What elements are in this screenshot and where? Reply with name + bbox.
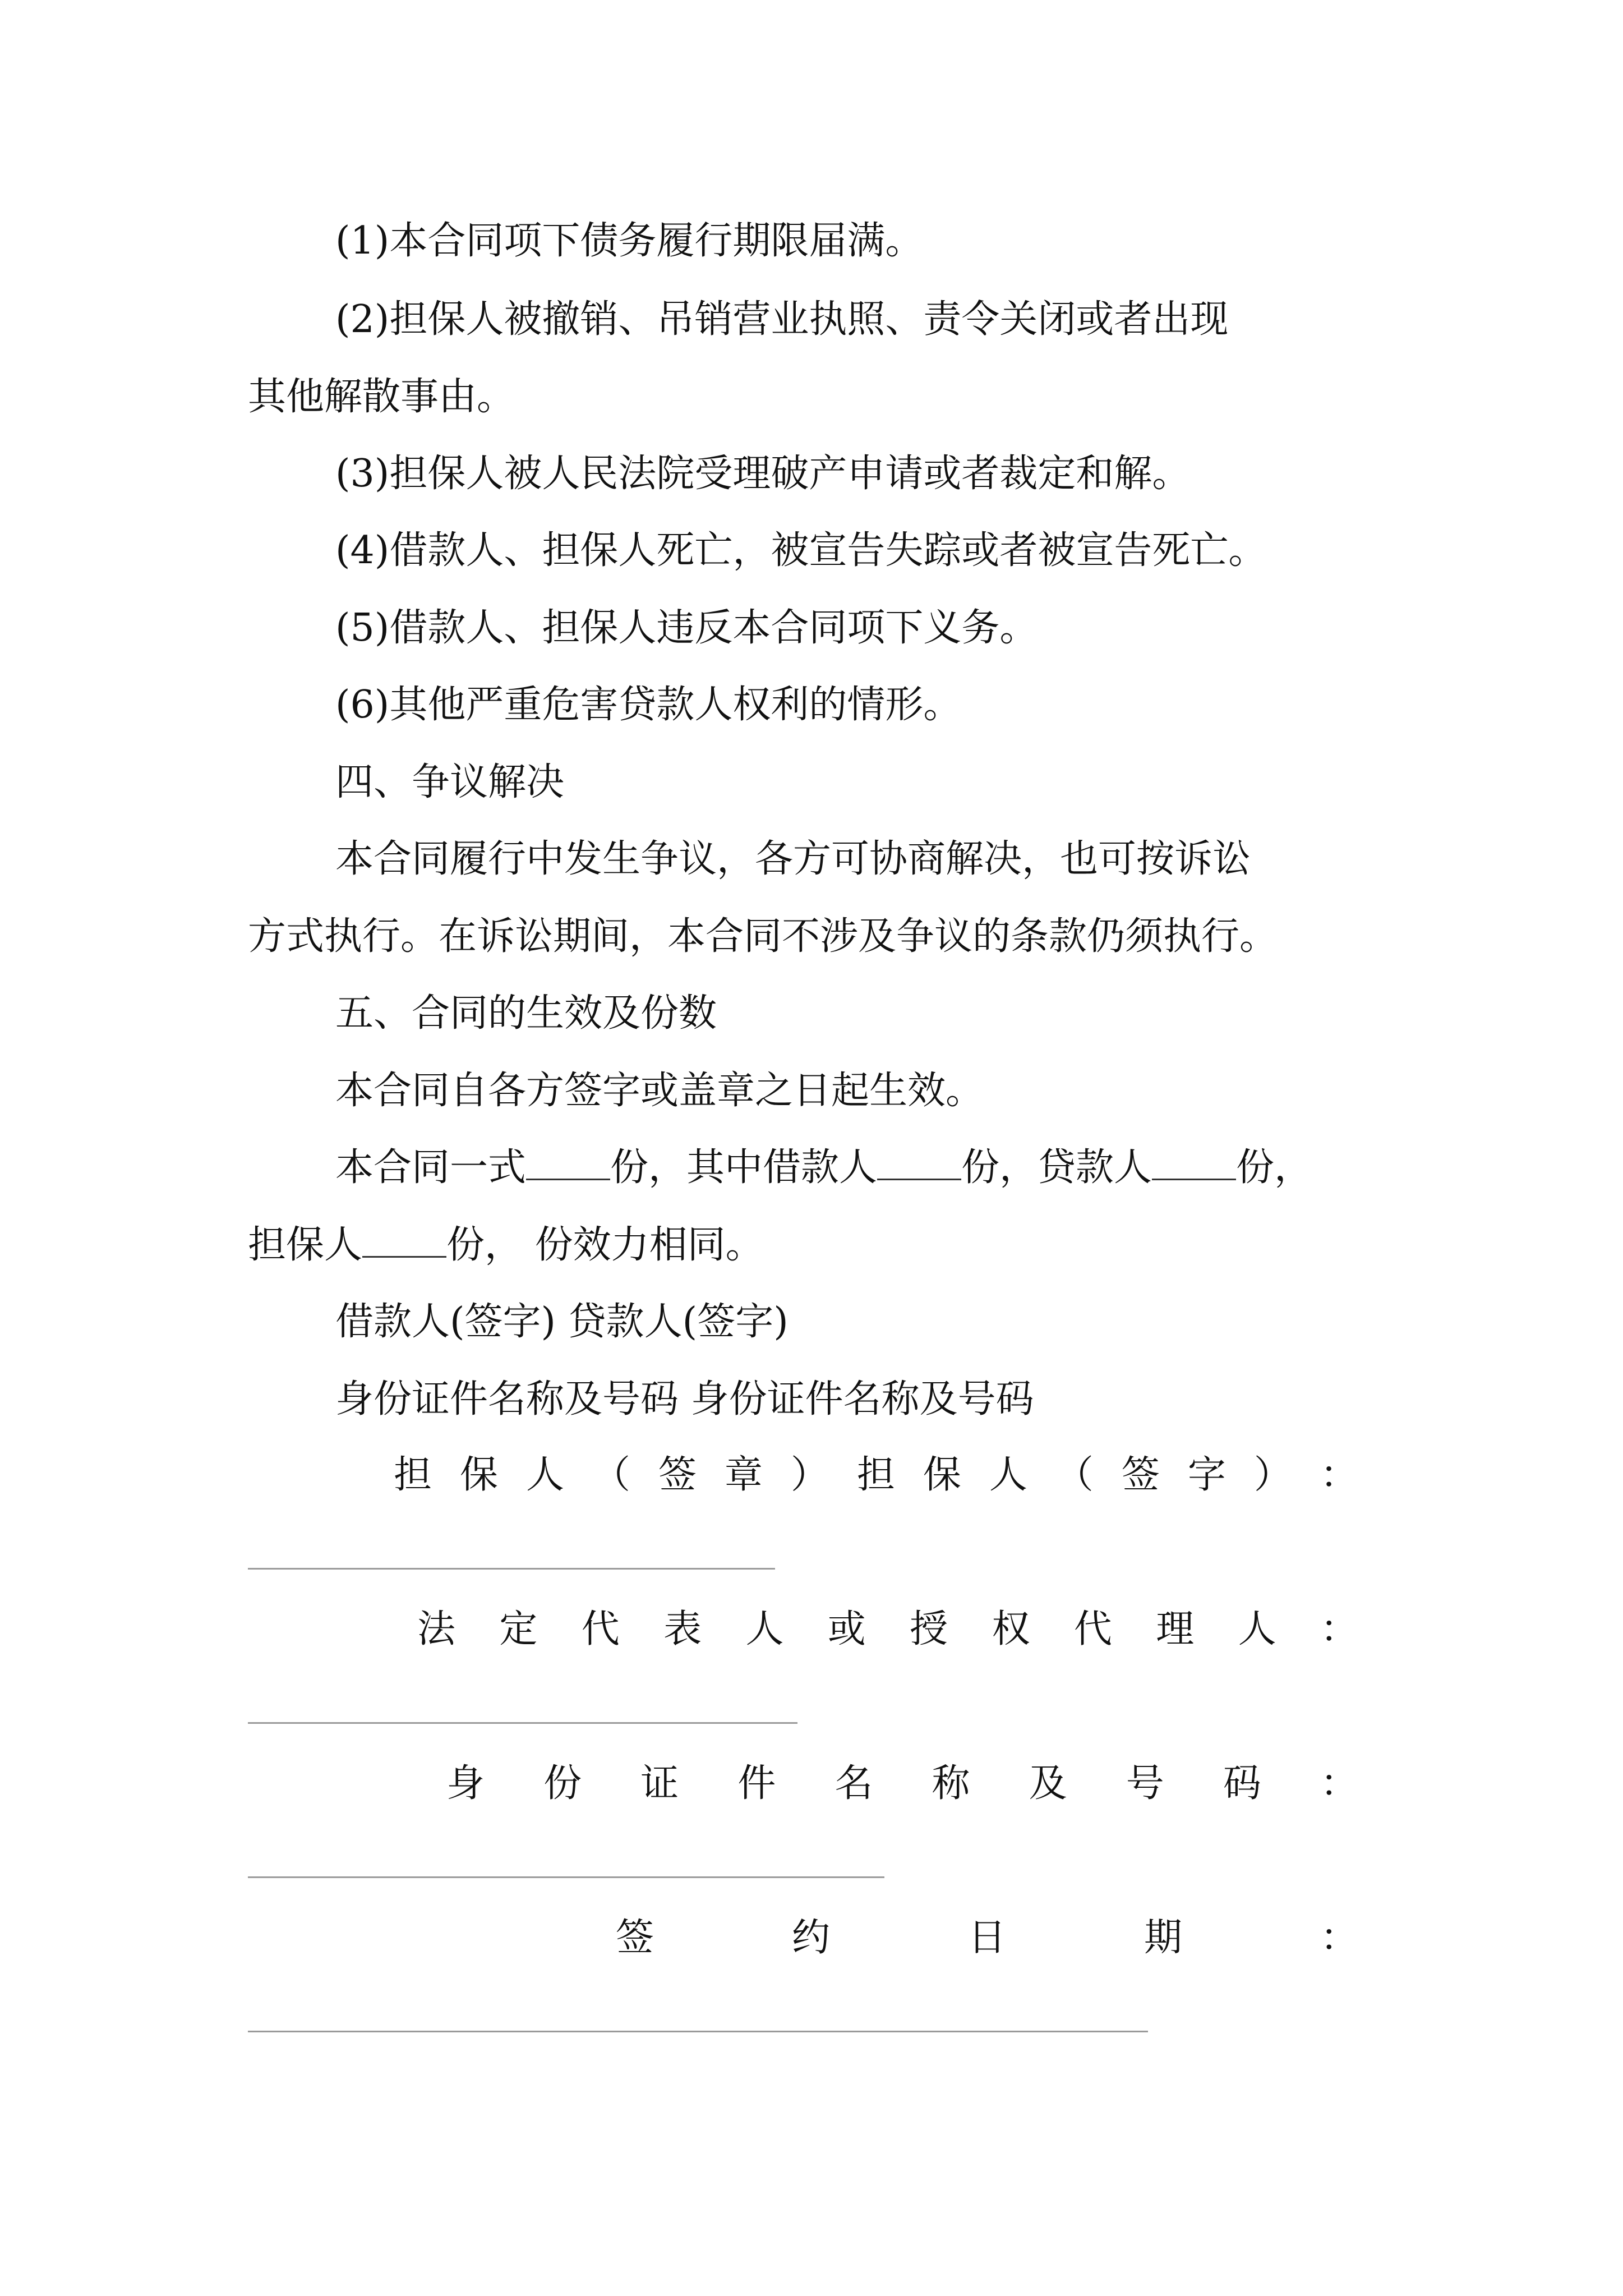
signing-date-label bbox=[616, 1913, 1358, 1963]
copies-text-1: 本合同一式 bbox=[335, 1145, 527, 1190]
label-char: 代 bbox=[1073, 1607, 1112, 1651]
label-char: 章 bbox=[724, 1453, 763, 1497]
label-char: 期 bbox=[1144, 1916, 1182, 1960]
label-char: 人 bbox=[1238, 1607, 1276, 1651]
signing-date-line[interactable] bbox=[248, 2031, 1148, 2032]
label-char: 保 bbox=[459, 1453, 498, 1497]
label-char: 担 bbox=[856, 1453, 895, 1497]
label-char: 表 bbox=[663, 1607, 702, 1651]
id-labels-line: 身份证件名称及号码 身份证件名称及号码 bbox=[335, 1377, 1034, 1421]
clause-item-3: (3)担保人被人民法院受理破产申请或者裁定和解。 bbox=[335, 452, 1191, 496]
label-char: ） bbox=[790, 1453, 829, 1497]
label-char: 或 bbox=[827, 1607, 866, 1651]
label-char: 保 bbox=[923, 1453, 961, 1497]
label-char: 签 bbox=[1121, 1453, 1160, 1497]
guarantor-signature-label bbox=[394, 1450, 1358, 1501]
section-4-text-line-2: 方式执行。在诉讼期间，本合同不涉及争议的条款仍须执行。 bbox=[248, 914, 1278, 959]
label-char: 担 bbox=[394, 1453, 432, 1497]
copies-line-1 bbox=[335, 1143, 1312, 1193]
clause-item-5: (5)借款人、担保人违反本合同项下义务。 bbox=[335, 606, 1038, 650]
label-char: 代 bbox=[581, 1607, 620, 1651]
section-4-heading: 四、争议解决 bbox=[335, 760, 565, 804]
label-char: （ bbox=[592, 1453, 630, 1497]
label-char: 签 bbox=[616, 1916, 654, 1960]
lender-copies-blank[interactable] bbox=[1152, 1146, 1236, 1180]
copies-text-3: 份，贷款人 bbox=[961, 1145, 1152, 1190]
label-char: ） bbox=[1253, 1453, 1292, 1497]
label-char: 人 bbox=[525, 1453, 564, 1497]
label-char: ： bbox=[1320, 1916, 1358, 1960]
label-char: 约 bbox=[791, 1916, 830, 1960]
label-char: 名 bbox=[834, 1761, 873, 1806]
clause-item-2-line-1: (2)担保人被撤销、吊销营业执照、责令关闭或者出现 bbox=[335, 297, 1229, 342]
borrower-copies-blank[interactable] bbox=[877, 1146, 961, 1180]
label-char: 及 bbox=[1029, 1761, 1067, 1806]
copies-text-2: 份，其中借款人 bbox=[610, 1145, 878, 1190]
legal-rep-signature-line[interactable] bbox=[248, 1722, 797, 1724]
label-char: 人 bbox=[745, 1607, 784, 1651]
section-4-text-line-1: 本合同履行中发生争议，各方可协商解决，也可按诉讼 bbox=[335, 837, 1251, 881]
label-char: 权 bbox=[992, 1607, 1030, 1651]
label-char: 证 bbox=[640, 1761, 679, 1806]
label-char: 人 bbox=[989, 1453, 1027, 1497]
id-number-line[interactable] bbox=[248, 1876, 884, 1878]
label-char: 授 bbox=[910, 1607, 948, 1651]
label-char: 身 bbox=[446, 1761, 485, 1806]
copies-text-6: 份， 份效力相同。 bbox=[446, 1223, 764, 1267]
label-char: 称 bbox=[932, 1761, 970, 1806]
label-char: 号 bbox=[1126, 1761, 1164, 1806]
section-5-effective-text: 本合同自各方签字或盖章之日起生效。 bbox=[335, 1069, 984, 1113]
id-number-label bbox=[446, 1759, 1358, 1809]
clause-item-2-line-2: 其他解散事由。 bbox=[248, 375, 515, 419]
clause-item-4: (4)借款人、担保人死亡，被宣告失踪或者被宣告死亡。 bbox=[335, 528, 1267, 573]
label-char: 份 bbox=[543, 1761, 582, 1806]
label-char: 件 bbox=[737, 1761, 776, 1806]
label-char: 签 bbox=[658, 1453, 697, 1497]
copies-text-4: 份， bbox=[1236, 1145, 1313, 1190]
copies-line-2 bbox=[248, 1220, 764, 1271]
signature-labels-line: 借款人(签字) 贷款人(签字) bbox=[335, 1300, 789, 1344]
clause-item-1: (1)本合同项下债务履行期限届满。 bbox=[335, 219, 924, 263]
label-char: 码 bbox=[1223, 1761, 1261, 1806]
label-char: （ bbox=[1055, 1453, 1094, 1497]
label-char: ： bbox=[1320, 1607, 1358, 1651]
guarantor-signature-line[interactable] bbox=[248, 1568, 775, 1570]
label-char: 理 bbox=[1156, 1607, 1195, 1651]
guarantor-copies-blank[interactable] bbox=[362, 1223, 446, 1258]
copies-total-blank[interactable] bbox=[526, 1146, 610, 1180]
section-5-heading: 五、合同的生效及份数 bbox=[335, 991, 717, 1036]
legal-rep-label bbox=[417, 1604, 1358, 1655]
label-char: 字 bbox=[1187, 1453, 1226, 1497]
label-char: ： bbox=[1320, 1761, 1358, 1806]
label-char: 定 bbox=[499, 1607, 538, 1651]
copies-text-5: 担保人 bbox=[248, 1223, 363, 1267]
label-char: ： bbox=[1320, 1453, 1358, 1497]
label-char: 法 bbox=[417, 1607, 456, 1651]
label-char: 日 bbox=[967, 1916, 1006, 1960]
clause-item-6: (6)其他严重危害贷款人权利的情形。 bbox=[335, 683, 962, 727]
